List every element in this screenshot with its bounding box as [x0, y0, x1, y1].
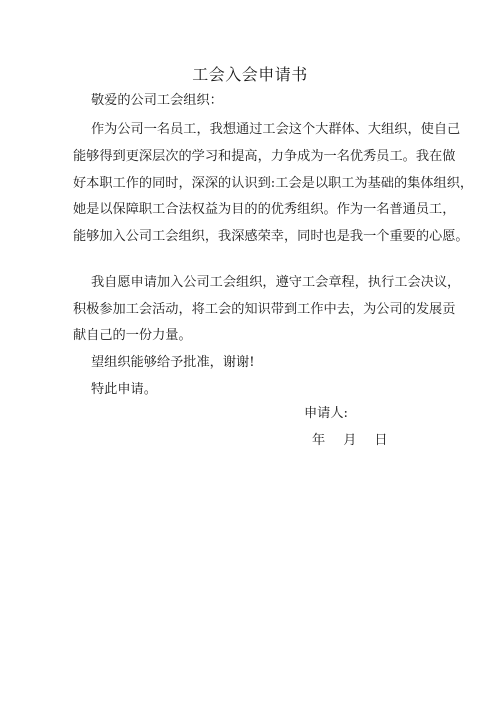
paragraph1-line1: 作为公司一名员工，我想通过工会这个大群体、大组织，使自己 [91, 122, 461, 137]
closing-line: 特此申请。 [91, 382, 157, 397]
applicant-label: 申请人: [304, 406, 349, 421]
date-month: 月 [343, 433, 357, 448]
date-year: 年 [312, 433, 326, 448]
salutation: 敬爱的公司工会组织： [91, 93, 223, 108]
paragraph2-line2: 积极参加工会活动，将工会的知识带到工作中去，为公司的发展贡 [73, 302, 456, 317]
date-line [312, 432, 388, 450]
paragraph1-line4: 她是以保障职工合法权益为目的的优秀组织。作为一名普通员工， [73, 202, 456, 217]
document-title: 工会入会申请书 [192, 65, 308, 84]
paragraph1-line5: 能够加入公司工会组织，我深感荣幸，同时也是我一个重要的心愿。 [73, 229, 469, 244]
date-day: 日 [374, 433, 388, 448]
paragraph1-line3: 好本职工作的同时，深深的认识到:工会是以职工为基础的集体组织， [73, 176, 474, 191]
paragraph2-line1: 我自愿申请加入公司工会组织，遵守工会章程，执行工会决议， [91, 275, 461, 290]
request-approval-line: 望组织能够给予批准，谢谢! [91, 355, 255, 370]
paragraph2-line3: 献自己的一份力量。 [73, 328, 192, 343]
paragraph1-line2: 能够得到更深层次的学习和提高，力争成为一名优秀员工。我在做 [73, 149, 456, 164]
